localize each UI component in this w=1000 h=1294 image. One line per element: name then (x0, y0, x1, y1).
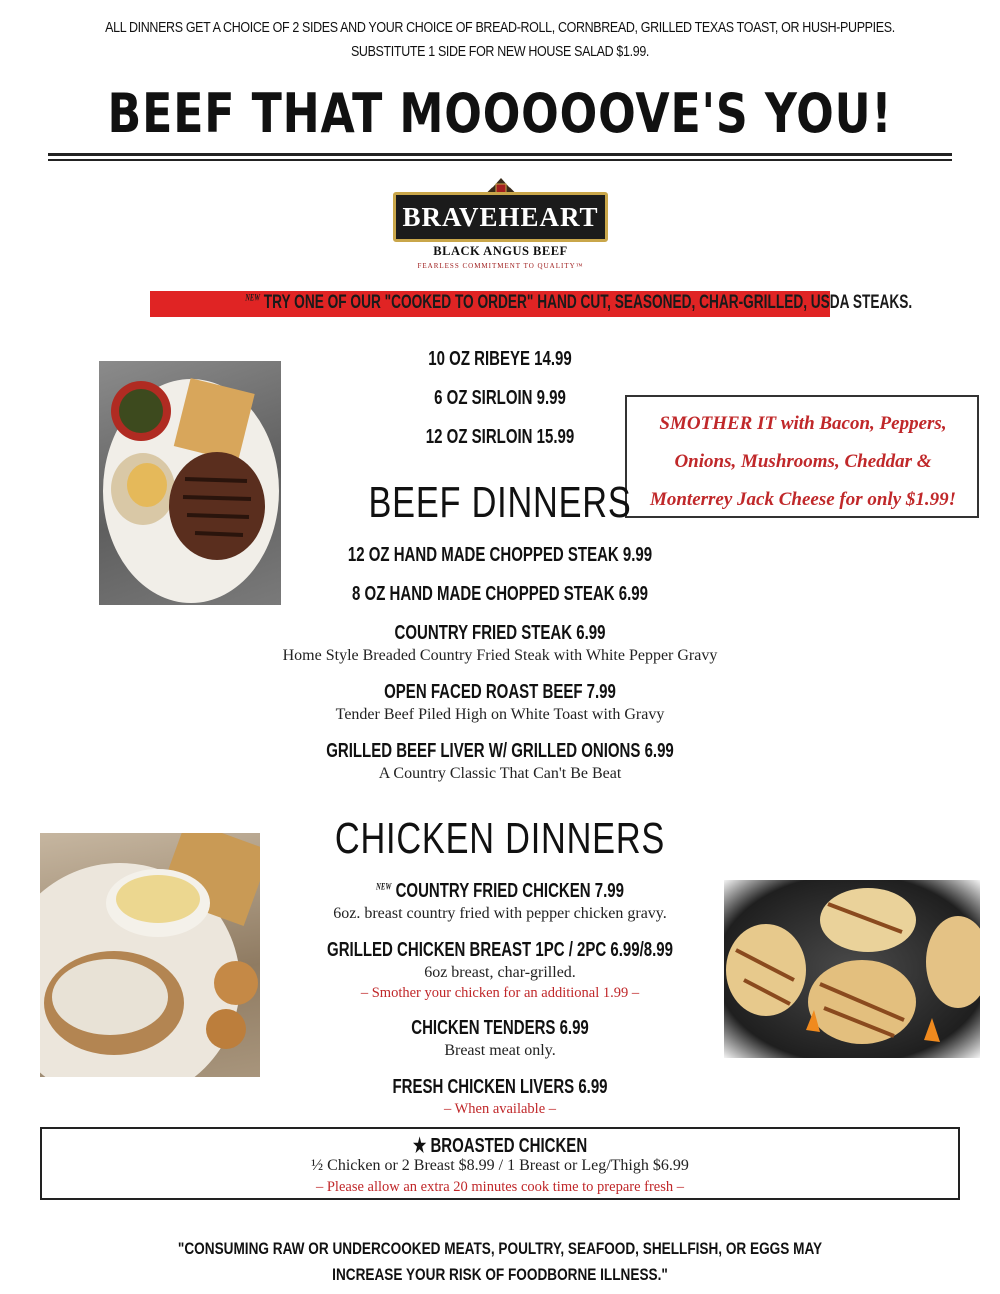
steak-item: 12 OZ SIRLOIN 15.99 (425, 426, 575, 448)
broasted-desc: ½ Chicken or 2 Breast $8.99 / 1 Breast or Leg/Thigh $6.99 (311, 1157, 689, 1174)
menu-item-desc: Breast meat only. (444, 1042, 556, 1059)
beef-dinners-title: BEEF DINNERS (368, 478, 632, 527)
menu-item-desc: A Country Classic That Can't Be Beat (378, 765, 622, 782)
menu-item-desc: 6oz breast, char-grilled. (424, 964, 576, 981)
menu-item-name: 8 OZ HAND MADE CHOPPED STEAK 6.99 (352, 583, 648, 605)
steak-item: 10 OZ RIBEYE 14.99 (428, 348, 572, 370)
menu-item-name (125, 880, 875, 903)
logo-wordmark: BRAVEHEART (402, 202, 599, 232)
steak-item: 6 OZ SIRLOIN 9.99 (434, 387, 566, 409)
smother-line: Onions, Mushrooms, Cheddar & (674, 451, 932, 472)
menu-item-desc: 6oz. breast country fried with pepper chicken gravy. (333, 905, 667, 922)
menu-item-label: COUNTRY FRIED CHICKEN 7.99 (395, 880, 624, 902)
new-badge: NEW (376, 881, 392, 892)
menu-item-name: FRESH CHICKEN LIVERS 6.99 (392, 1076, 608, 1098)
menu-item-name: OPEN FACED ROAST BEEF 7.99 (384, 681, 616, 703)
menu-item-name: CHICKEN TENDERS 6.99 (411, 1017, 589, 1039)
menu-item-note: – Smother your chicken for an additional 1.99 – (360, 985, 640, 1001)
broasted-label: BROASTED CHICKEN (430, 1135, 588, 1157)
smother-line: SMOTHER IT with Bacon, Peppers, (659, 413, 947, 434)
smother-line: Monterrey Jack Cheese for only $1.99! (649, 489, 957, 510)
sides-note: ALL DINNERS GET A CHOICE OF 2 SIDES AND YOUR CHOICE OF BREAD-ROLL, CORNBREAD, GRILLED TEXAS TOAST, OR HUSH-PUPPIES. SUBSTITUTE 1 SIDE FOR NEW HOUSE SALAD $1.99. (105, 20, 895, 60)
food-safety-disclaimer: "CONSUMING RAW OR UNDERCOOKED MEATS, POULTRY, SEAFOOD, SHELLFISH, OR EGGS MAY INCREASE YOUR RISK OF FOODBORNE ILLNESS." (177, 1239, 823, 1284)
menu-item-name: GRILLED BEEF LIVER W/ GRILLED ONIONS 6.99 (326, 740, 674, 762)
steak-banner-text (245, 292, 913, 314)
chicken-dinners-title: CHICKEN DINNERS (334, 814, 666, 863)
logo-tagline: FEARLESS COMMITMENT TO QUALITY™ (417, 262, 584, 270)
star-icon: ★ (412, 1135, 427, 1157)
broasted-title (125, 1133, 875, 1158)
headline-rule-top (48, 153, 952, 156)
broasted-note: – Please allow an extra 20 minutes cook time to prepare fresh – (315, 1179, 685, 1195)
menu-item-name: COUNTRY FRIED STEAK 6.99 (394, 622, 606, 644)
menu-item-note: – When available – (443, 1101, 557, 1117)
page-headline: BEEF THAT MOOOOOVE'S YOU! (107, 82, 893, 145)
braveheart-logo (393, 176, 608, 276)
menu-item-name: GRILLED CHICKEN BREAST 1PC / 2PC 6.99/8.99 (327, 939, 673, 961)
new-badge: NEW (245, 292, 260, 303)
headline-rule-bottom (48, 159, 952, 161)
menu-item-desc: Home Style Breaded Country Fried Steak with White Pepper Gravy (282, 647, 718, 664)
menu-item-name: 12 OZ HAND MADE CHOPPED STEAK 9.99 (347, 544, 653, 566)
logo-subtitle: BLACK ANGUS BEEF (433, 244, 568, 258)
banner-label: TRY ONE OF OUR "COOKED TO ORDER" HAND CUT, SEASONED, CHAR-GRILLED, USDA STEAKS. (263, 292, 913, 313)
menu-item-desc: Tender Beef Piled High on White Toast with Gravy (335, 706, 665, 723)
